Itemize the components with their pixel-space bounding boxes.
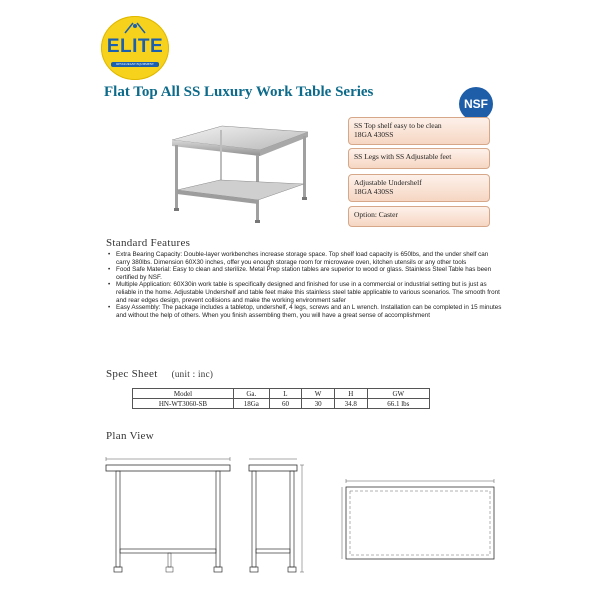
column-header: GW bbox=[367, 389, 429, 399]
spec-table bbox=[132, 388, 430, 409]
feature-line: 18GA 430SS bbox=[354, 187, 394, 196]
table-cell: 34.8 bbox=[334, 399, 367, 409]
feature-box-undershelf bbox=[348, 174, 490, 202]
table-header-row bbox=[133, 389, 430, 399]
feature-line: SS Legs with SS Adjustable feet bbox=[354, 152, 452, 161]
table-cell: 30 bbox=[302, 399, 335, 409]
logo-subtext: RESTAURANT EQUIPMENT bbox=[116, 62, 154, 66]
table-cell: 18Ga bbox=[233, 399, 269, 409]
feature-line: Adjustable Undershelf bbox=[354, 178, 422, 187]
nsf-badge: NSF bbox=[459, 87, 493, 121]
column-header: Model bbox=[133, 389, 234, 399]
plan-top-view bbox=[340, 455, 500, 580]
spec-sheet-title: Spec Sheet bbox=[106, 368, 158, 380]
list-item: • Multiple Application: 60X30in work table is specifically designed and finished for use in a commercial or industrial setting but is just as reliable in the home. Adjustable Undershelf and table feet make this stainless steel table applicable to various scenarios. The smooth front and rear edges design, prevent collisions and make the working environment safer bbox=[106, 281, 504, 304]
work-table-image bbox=[160, 118, 310, 228]
table-cell: 60 bbox=[269, 399, 302, 409]
column-header: H bbox=[334, 389, 367, 399]
feature-line: SS Top shelf easy to be clean bbox=[354, 121, 442, 130]
logo-banner bbox=[111, 62, 159, 67]
table-cell: 66.1 lbs bbox=[367, 399, 429, 409]
feature-box-option bbox=[348, 206, 490, 227]
column-header: Ga. bbox=[233, 389, 269, 399]
feature-box-top-shelf bbox=[348, 117, 490, 145]
top-view-drawing bbox=[340, 455, 500, 580]
plan-view-heading: Plan View bbox=[106, 430, 154, 442]
brand-logo bbox=[101, 16, 169, 80]
feature-box-legs bbox=[348, 148, 490, 169]
unit-label: (unit : inc) bbox=[171, 369, 214, 379]
standard-features-list bbox=[106, 251, 504, 319]
list-item: • Easy Assembly: The package includes a tabletop, undershelf, 4 legs, screws and an L wrench. Installation can be completed in 15 minutes and without the help of others. When you finish assembling them, you will have a great sense of accomplishment bbox=[106, 304, 504, 319]
list-item: • Extra Bearing Capacity: Double-layer workbenches increase storage space. Top shelf load capacity is 650lbs, and the under shelf can carry 380lbs. Dimension 60X30 inches, offer you enough storage room for microwave oven, kitchen utensils or any other tools bbox=[106, 251, 504, 266]
feature-line: 18GA 430SS bbox=[354, 130, 394, 139]
page-title: Flat Top All SS Luxury Work Table Series bbox=[104, 84, 374, 100]
spec-sheet-heading bbox=[106, 368, 213, 380]
column-header: W bbox=[302, 389, 335, 399]
column-header: L bbox=[269, 389, 302, 399]
side-view-drawing bbox=[245, 455, 305, 580]
plan-side-view bbox=[245, 455, 305, 580]
table-row bbox=[133, 399, 430, 409]
front-view-drawing bbox=[104, 455, 232, 580]
logo-wordmark: ELITE bbox=[106, 36, 164, 57]
cutlery-icon bbox=[121, 22, 149, 34]
table-cell: HN-WT3060-SB bbox=[133, 399, 234, 409]
plan-front-view bbox=[104, 455, 232, 580]
list-item: • Food Safe Material: Easy to clean and sterilize. Metal Prep station tables are superior to wood or glass. Stainless Steel Table has been certified by NSF. bbox=[106, 266, 504, 281]
standard-features-heading: Standard Features bbox=[106, 237, 191, 249]
feature-line: Option: Caster bbox=[354, 210, 398, 219]
